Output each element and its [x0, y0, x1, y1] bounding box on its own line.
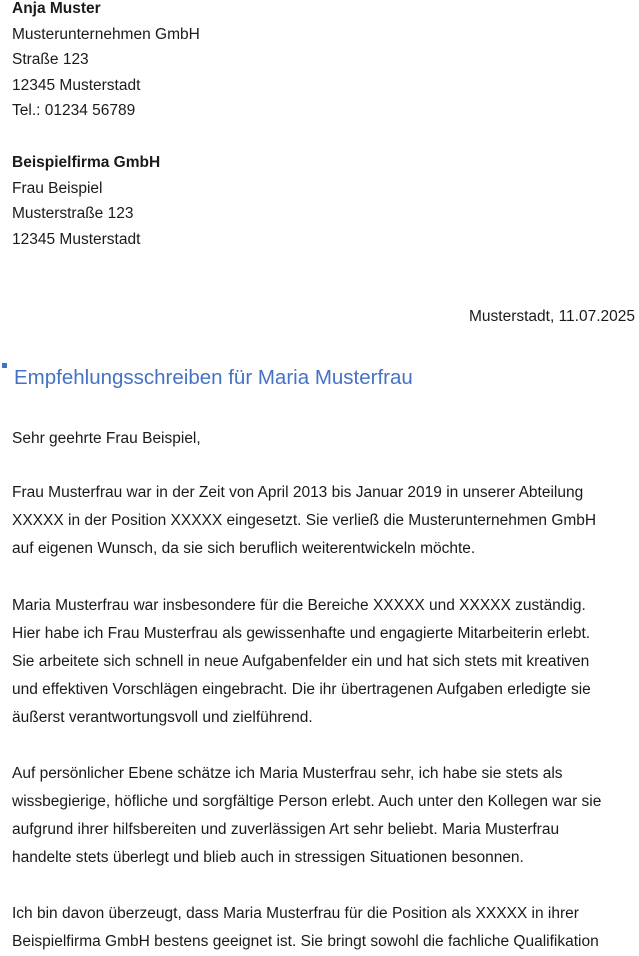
recipient-city: 12345 Musterstadt — [12, 230, 141, 248]
recipient-street: Musterstraße 123 — [12, 205, 134, 222]
paragraph-line: XXXXX in der Position XXXXX eingesetzt. Sie verließ die Musterunternehmen GmbH — [12, 512, 597, 529]
paragraph-personal — [12, 760, 639, 872]
paragraph-line: Beispielfirma GmbH bestens geeignet ist. Sie bringt sowohl die fachliche Qualifikation — [12, 933, 599, 950]
paragraph-line: und effektiven Vorschlägen eingebracht. Die ihr übertragenen Aufgaben erledigte sie — [12, 681, 591, 698]
paragraph-employment — [12, 479, 639, 563]
heading-marker-icon — [2, 363, 7, 368]
paragraph-line: handelte stets überlegt und blieb auch in stressigen Situationen besonnen. — [12, 849, 524, 866]
sender-name: Anja Muster — [12, 0, 101, 17]
paragraph-line: Maria Musterfrau war insbesondere für die Bereiche XXXXX und XXXXX zuständig. — [12, 597, 586, 614]
sender-address — [12, 0, 200, 124]
paragraph-line: Sie arbeitete sich schnell in neue Aufgabenfelder ein und hat sich stets mit kreativen — [12, 653, 590, 670]
paragraph-recommendation — [12, 900, 639, 956]
paragraph-line: wissbegierige, höfliche und sorgfältige Person erlebt. Auch unter den Kollegen war sie — [12, 793, 602, 810]
paragraph-line: auf eigenen Wunsch, da sie sich beruflich weiterentwickeln möchte. — [12, 540, 476, 557]
paragraph-line: Auf persönlicher Ebene schätze ich Maria Musterfrau sehr, ich habe sie stets als — [12, 765, 563, 782]
recipient-company: Beispielfirma GmbH — [12, 154, 161, 171]
paragraph-responsibilities — [12, 592, 639, 732]
sender-phone: Tel.: 01234 56789 — [12, 102, 136, 119]
paragraph-line: Hier habe ich Frau Musterfrau als gewissenhafte und engagierte Mitarbeiterin erlebt. — [12, 625, 591, 642]
salutation: Sehr geehrte Frau Beispiel, — [12, 430, 201, 447]
paragraph-line: aufgrund ihrer hilfsbereiten und zuverlässigen Art sehr beliebt. Maria Musterfrau — [12, 821, 560, 838]
sender-city: 12345 Musterstadt — [12, 76, 141, 94]
sender-street: Straße 123 — [12, 51, 89, 68]
recipient-address — [12, 150, 160, 252]
letter-heading: Empfehlungsschreiben für Maria Musterfrau — [14, 366, 413, 389]
letter-date: Musterstadt, 11.07.2025 — [468, 308, 635, 325]
paragraph-line: Ich bin davon überzeugt, dass Maria Musterfrau für die Position als XXXXX in ihrer — [12, 905, 579, 922]
sender-company: Musterunternehmen GmbH — [12, 25, 200, 43]
paragraph-line: äußerst verantwortungsvoll und zielführend. — [12, 709, 313, 726]
paragraph-line: Frau Musterfrau war in der Zeit von April 2013 bis Januar 2019 in unserer Abteilung — [12, 484, 584, 501]
recipient-contact: Frau Beispiel — [12, 179, 103, 197]
